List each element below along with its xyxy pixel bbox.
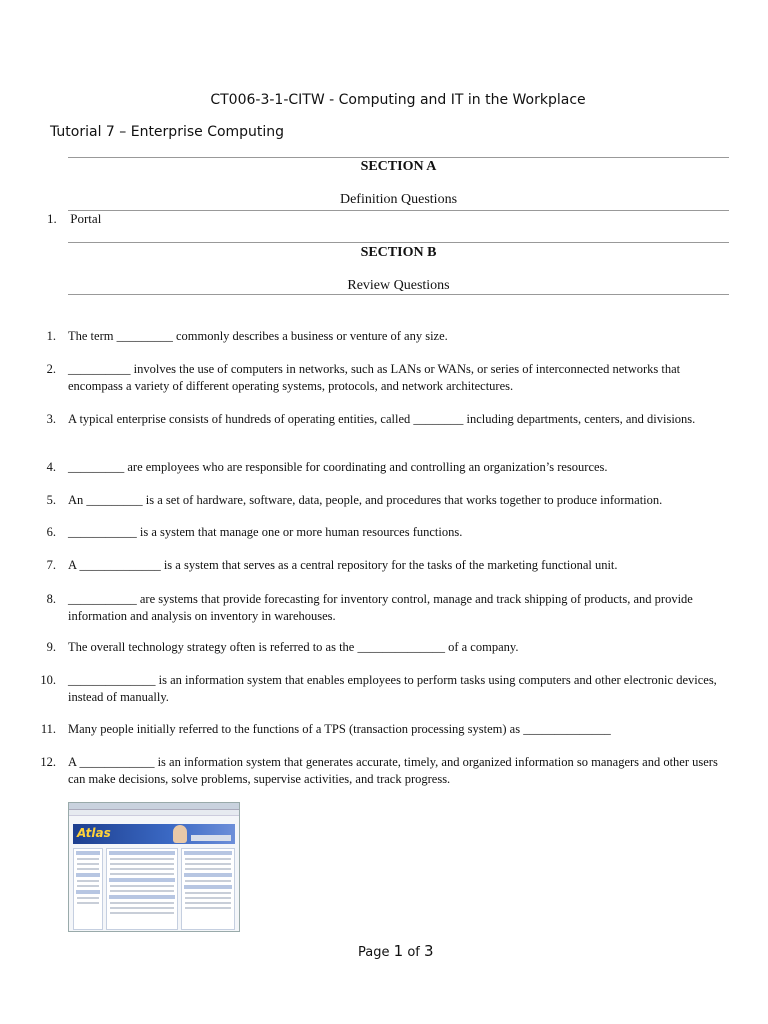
question-text: _________ are employees who are responsible for coordinating and controlling an organization’s resources.: [68, 460, 608, 474]
question-number: 8.: [46, 592, 56, 606]
question-text: A typical enterprise consists of hundreds of operating entities, called ________ including departments, centers, and divisions.: [68, 412, 696, 426]
section-b-heading: SECTION B: [360, 245, 437, 260]
page-word: Page: [358, 945, 390, 960]
portal-toolbar-icon: [191, 835, 231, 841]
portal-screenshot-image: [68, 802, 240, 932]
question-number: 11.: [40, 722, 56, 736]
question-number: 1.: [46, 329, 56, 343]
section-b-subheading: Review Questions: [347, 278, 450, 293]
page-footer: [358, 942, 434, 960]
portal-column-middle: [106, 848, 178, 930]
question-text: ______________ is an information system that enables employees to perform tasks using computers and other electronic devices, instead of manually.: [68, 673, 717, 704]
of-word: of: [407, 945, 420, 960]
definition-item-text: Portal: [70, 211, 102, 226]
section-a-subheading: Definition Questions: [339, 192, 458, 207]
section-b-top-rule: [68, 242, 729, 243]
atlas-logo: Atlas: [77, 826, 111, 840]
question-number: 12.: [40, 755, 56, 769]
person-photo-icon: [173, 825, 187, 843]
question-text: ___________ is a system that manage one or more human resources functions.: [68, 525, 463, 539]
question-text: A ____________ is an information system that generates accurate, timely, and organized information so managers and other users can make decisions, solve problems, supervise activities, and track progress.: [68, 755, 718, 786]
question-text: ___________ are systems that provide forecasting for inventory control, manage and track shipping of products, and provide information and analysis on inventory in warehouses.: [68, 592, 693, 623]
browser-toolbar: [69, 810, 239, 816]
section-b-bottom-rule: [68, 294, 729, 295]
section-a-top-rule: [68, 157, 729, 158]
section-a-bottom-rule: [68, 210, 729, 211]
question-number: 4.: [46, 460, 56, 474]
tutorial-title: Tutorial 7 – Enterprise Computing: [50, 124, 285, 140]
question-number: 3.: [46, 412, 56, 426]
question-number: 7.: [46, 558, 56, 572]
page-current: 1: [393, 942, 404, 960]
question-text: Many people initially referred to the functions of a TPS (transaction processing system) as ______________: [68, 722, 611, 736]
portal-banner: [73, 824, 235, 844]
question-text: The overall technology strategy often is referred to as the ______________ of a company.: [68, 640, 519, 654]
section-a-heading: SECTION A: [360, 159, 437, 174]
question-number: 5.: [46, 493, 56, 507]
browser-titlebar: [69, 803, 239, 810]
portal-columns: [73, 848, 235, 930]
question-text: An _________ is a set of hardware, software, data, people, and procedures that works together to produce information.: [68, 493, 663, 507]
course-title: CT006-3-1-CITW - Computing and IT in the Workplace: [210, 92, 586, 108]
question-number: 2.: [46, 362, 56, 376]
page-total: 3: [423, 942, 434, 960]
question-text: __________ involves the use of computers in networks, such as LANs or WANs, or series of interconnected networks that encompass a variety of different operating systems, protocols, and network architectures.: [68, 362, 681, 393]
question-text: The term _________ commonly describes a business or venture of any size.: [68, 329, 448, 343]
portal-column-right: [181, 848, 235, 930]
definition-item-number: 1.: [47, 211, 57, 226]
definition-item: [47, 211, 101, 227]
portal-column-left: [73, 848, 103, 930]
question-number: 6.: [46, 525, 56, 539]
question-text: A _____________ is a system that serves as a central repository for the tasks of the marketing functional unit.: [68, 558, 618, 572]
question-number: 10.: [40, 673, 56, 687]
question-number: 9.: [46, 640, 56, 654]
